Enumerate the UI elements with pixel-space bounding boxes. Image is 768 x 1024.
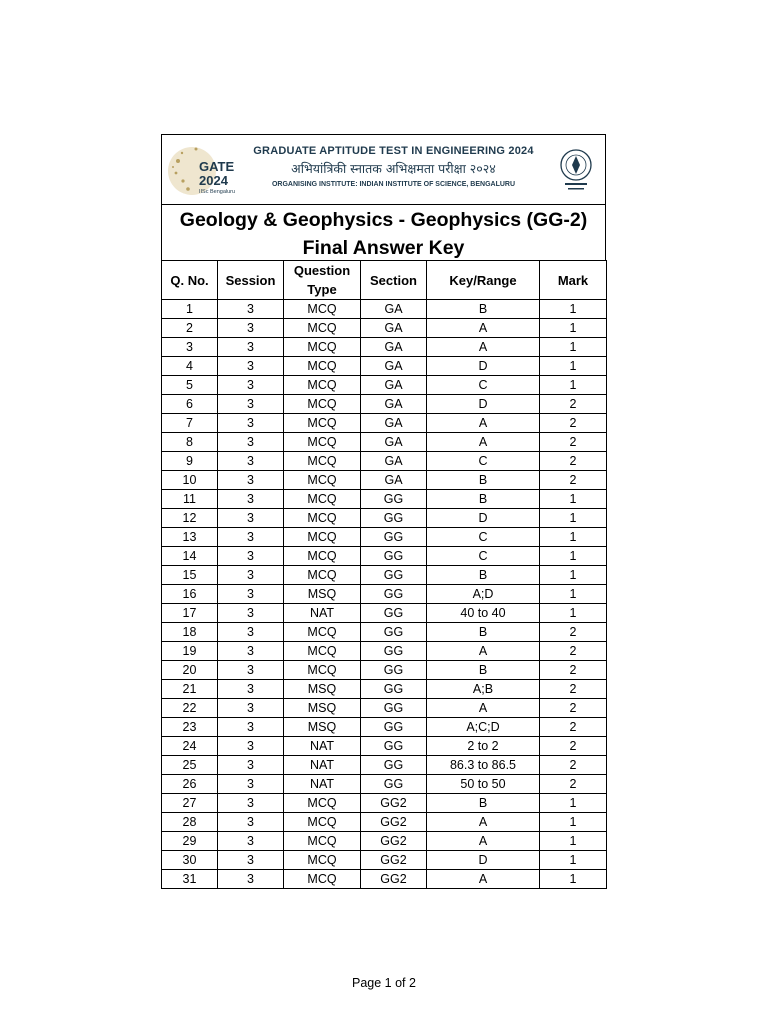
table-cell: GG [361, 775, 427, 794]
table-cell: 8 [162, 433, 218, 452]
table-row [162, 756, 607, 775]
table-cell: MCQ [284, 547, 361, 566]
table-cell: 3 [218, 661, 284, 680]
table-row [162, 357, 607, 376]
table-cell: MCQ [284, 490, 361, 509]
table-cell: 1 [540, 300, 607, 319]
answer-key-table [161, 260, 607, 889]
table-cell: 13 [162, 528, 218, 547]
table-cell: MCQ [284, 452, 361, 471]
table-row [162, 547, 607, 566]
table-cell: 14 [162, 547, 218, 566]
table-cell: 3 [218, 338, 284, 357]
table-cell: GA [361, 357, 427, 376]
table-row [162, 775, 607, 794]
table-cell: MSQ [284, 718, 361, 737]
table-row [162, 319, 607, 338]
table-cell: 2 to 2 [427, 737, 540, 756]
table-cell: 1 [540, 585, 607, 604]
table-row [162, 794, 607, 813]
svg-text:IISc Bengaluru: IISc Bengaluru [199, 189, 236, 195]
table-cell: A [427, 832, 540, 851]
table-cell: GG [361, 566, 427, 585]
column-header: Session [218, 261, 284, 300]
table-cell: MCQ [284, 566, 361, 585]
table-cell: GG2 [361, 870, 427, 889]
table-cell: GG [361, 699, 427, 718]
table-cell: MCQ [284, 870, 361, 889]
table-cell: 3 [218, 623, 284, 642]
table-cell: 3 [218, 452, 284, 471]
table-cell: GG [361, 680, 427, 699]
table-row [162, 832, 607, 851]
table-cell: 3 [218, 566, 284, 585]
table-cell: 3 [218, 509, 284, 528]
table-cell: NAT [284, 756, 361, 775]
table-cell: GA [361, 452, 427, 471]
table-cell: 22 [162, 699, 218, 718]
table-cell: 3 [218, 357, 284, 376]
table-cell: 1 [540, 490, 607, 509]
table-cell: 31 [162, 870, 218, 889]
table-cell: 86.3 to 86.5 [427, 756, 540, 775]
table-cell: MSQ [284, 699, 361, 718]
table-cell: 1 [540, 547, 607, 566]
table-cell: 3 [218, 813, 284, 832]
table-row [162, 604, 607, 623]
table-row [162, 661, 607, 680]
table-cell: GG [361, 528, 427, 547]
table-cell: 2 [540, 718, 607, 737]
table-cell: MCQ [284, 471, 361, 490]
table-cell: 3 [218, 547, 284, 566]
table-row [162, 680, 607, 699]
table-row [162, 642, 607, 661]
table-cell: 1 [540, 357, 607, 376]
table-row [162, 300, 607, 319]
table-row [162, 566, 607, 585]
table-cell: 15 [162, 566, 218, 585]
table-cell: 2 [540, 699, 607, 718]
table-cell: 2 [540, 737, 607, 756]
table-cell: 3 [218, 585, 284, 604]
table-cell: GG2 [361, 851, 427, 870]
table-cell: B [427, 471, 540, 490]
table-cell: 2 [540, 661, 607, 680]
header-title-english: GRADUATE APTITUDE TEST IN ENGINEERING 2024 [253, 145, 534, 157]
iisc-emblem-icon [553, 145, 599, 197]
table-cell: GA [361, 319, 427, 338]
table-cell: 2 [540, 452, 607, 471]
table-cell: 16 [162, 585, 218, 604]
table-cell: 5 [162, 376, 218, 395]
table-cell: A [427, 319, 540, 338]
table-cell: MCQ [284, 832, 361, 851]
table-cell: 30 [162, 851, 218, 870]
table-cell: 1 [540, 794, 607, 813]
table-cell: 3 [218, 718, 284, 737]
table-row [162, 851, 607, 870]
table-cell: GG [361, 490, 427, 509]
table-cell: MCQ [284, 661, 361, 680]
table-cell: 1 [540, 832, 607, 851]
table-cell: A [427, 699, 540, 718]
table-cell: GG [361, 756, 427, 775]
table-cell: 3 [218, 376, 284, 395]
table-cell: NAT [284, 604, 361, 623]
table-cell: 17 [162, 604, 218, 623]
svg-text:GATE: GATE [199, 159, 235, 174]
table-cell: 3 [218, 300, 284, 319]
table-row [162, 471, 607, 490]
table-cell: GA [361, 471, 427, 490]
table-cell: NAT [284, 775, 361, 794]
table-cell: 28 [162, 813, 218, 832]
table-cell: D [427, 357, 540, 376]
table-cell: A [427, 870, 540, 889]
table-cell: 3 [218, 680, 284, 699]
table-cell: 3 [218, 737, 284, 756]
table-cell: 1 [540, 566, 607, 585]
table-row [162, 433, 607, 452]
document-title [161, 204, 606, 260]
table-cell: MCQ [284, 300, 361, 319]
table-cell: MCQ [284, 319, 361, 338]
table-cell: 1 [162, 300, 218, 319]
table-cell: 12 [162, 509, 218, 528]
table-cell: 3 [218, 870, 284, 889]
table-cell: GG [361, 737, 427, 756]
table-cell: 19 [162, 642, 218, 661]
table-row [162, 813, 607, 832]
table-row [162, 452, 607, 471]
table-cell: C [427, 376, 540, 395]
table-cell: C [427, 547, 540, 566]
table-cell: 2 [540, 395, 607, 414]
table-cell: 40 to 40 [427, 604, 540, 623]
table-cell: B [427, 661, 540, 680]
table-cell: A [427, 414, 540, 433]
table-cell: MCQ [284, 851, 361, 870]
table-cell: B [427, 566, 540, 585]
table-cell: A;B [427, 680, 540, 699]
table-cell: MSQ [284, 680, 361, 699]
table-cell: A [427, 813, 540, 832]
table-row [162, 376, 607, 395]
table-cell: MCQ [284, 813, 361, 832]
table-row [162, 699, 607, 718]
table-cell: 3 [218, 775, 284, 794]
table-cell: GG2 [361, 794, 427, 813]
table-cell: 3 [218, 490, 284, 509]
table-cell: GG [361, 642, 427, 661]
table-cell: MSQ [284, 585, 361, 604]
gate-2024-logo [168, 141, 238, 199]
table-row [162, 395, 607, 414]
table-cell: GA [361, 376, 427, 395]
table-cell: 3 [218, 642, 284, 661]
table-cell: D [427, 395, 540, 414]
table-cell: MCQ [284, 509, 361, 528]
table-cell: GA [361, 433, 427, 452]
table-cell: 3 [218, 528, 284, 547]
table-cell: MCQ [284, 642, 361, 661]
table-cell: GG [361, 547, 427, 566]
table-cell: 9 [162, 452, 218, 471]
table-cell: D [427, 851, 540, 870]
organising-institute: ORGANISING INSTITUTE: INDIAN INSTITUTE OF SCIENCE, BENGALURU [271, 181, 516, 188]
table-cell: 3 [218, 832, 284, 851]
table-cell: 2 [540, 471, 607, 490]
table-cell: GA [361, 395, 427, 414]
table-cell: B [427, 623, 540, 642]
table-cell: 29 [162, 832, 218, 851]
table-cell: GG [361, 661, 427, 680]
table-cell: 1 [540, 528, 607, 547]
table-cell: MCQ [284, 433, 361, 452]
table-cell: NAT [284, 737, 361, 756]
table-cell: MCQ [284, 623, 361, 642]
table-row [162, 338, 607, 357]
table-cell: 3 [162, 338, 218, 357]
table-cell: MCQ [284, 794, 361, 813]
table-cell: B [427, 490, 540, 509]
table-cell: 2 [540, 756, 607, 775]
table-cell: 1 [540, 376, 607, 395]
table-row [162, 509, 607, 528]
table-cell: B [427, 300, 540, 319]
column-header: Q. No. [162, 261, 218, 300]
table-cell: 26 [162, 775, 218, 794]
column-header: Mark [540, 261, 607, 300]
header-title-hindi: अभियांत्रिकी स्नातक अभिक्षमता परीक्षा २०२४ [291, 161, 496, 176]
table-cell: GG2 [361, 832, 427, 851]
table-cell: 3 [218, 699, 284, 718]
table-cell: 3 [218, 756, 284, 775]
table-cell: 2 [540, 642, 607, 661]
table-cell: MCQ [284, 528, 361, 547]
answer-key-document [161, 134, 606, 889]
table-cell: GG [361, 718, 427, 737]
table-cell: GG2 [361, 813, 427, 832]
table-cell: 20 [162, 661, 218, 680]
table-cell: 3 [218, 414, 284, 433]
table-cell: 1 [540, 813, 607, 832]
table-cell: 2 [162, 319, 218, 338]
table-row [162, 490, 607, 509]
column-header: Section [361, 261, 427, 300]
table-cell: C [427, 452, 540, 471]
table-cell: 11 [162, 490, 218, 509]
table-cell: 4 [162, 357, 218, 376]
table-cell: 27 [162, 794, 218, 813]
table-cell: A;D [427, 585, 540, 604]
table-cell: MCQ [284, 376, 361, 395]
table-row [162, 737, 607, 756]
table-row [162, 623, 607, 642]
table-row [162, 528, 607, 547]
table-cell: GA [361, 414, 427, 433]
table-cell: 1 [540, 338, 607, 357]
table-cell: 50 to 50 [427, 775, 540, 794]
table-cell: B [427, 794, 540, 813]
table-cell: 2 [540, 623, 607, 642]
table-cell: GA [361, 338, 427, 357]
table-cell: 3 [218, 794, 284, 813]
table-cell: 1 [540, 509, 607, 528]
table-cell: A [427, 642, 540, 661]
table-cell: 3 [218, 604, 284, 623]
table-cell: 18 [162, 623, 218, 642]
table-cell: 3 [218, 395, 284, 414]
title-line-2: Final Answer Key [302, 237, 465, 259]
table-cell: 7 [162, 414, 218, 433]
svg-text:2024: 2024 [199, 173, 228, 188]
table-cell: GG [361, 585, 427, 604]
table-row [162, 870, 607, 889]
table-cell: 1 [540, 604, 607, 623]
table-cell: 1 [540, 851, 607, 870]
table-cell: MCQ [284, 414, 361, 433]
table-cell: 6 [162, 395, 218, 414]
table-cell: A [427, 433, 540, 452]
page-number: Page 1 of 2 [352, 976, 416, 990]
table-cell: GG [361, 604, 427, 623]
table-row [162, 718, 607, 737]
title-line-1: Geology & Geophysics - Geophysics (GG-2) [179, 209, 588, 231]
table-cell: 23 [162, 718, 218, 737]
table-cell: 1 [540, 870, 607, 889]
table-cell: 2 [540, 775, 607, 794]
table-cell: A [427, 338, 540, 357]
table-cell: 2 [540, 680, 607, 699]
table-header-row [162, 261, 607, 300]
table-cell: GG [361, 509, 427, 528]
table-cell: 10 [162, 471, 218, 490]
column-header: Key/Range [427, 261, 540, 300]
table-cell: D [427, 509, 540, 528]
column-header: Question Type [284, 261, 361, 300]
table-cell: C [427, 528, 540, 547]
table-cell: MCQ [284, 357, 361, 376]
table-cell: 3 [218, 433, 284, 452]
table-cell: 3 [218, 319, 284, 338]
table-cell: MCQ [284, 395, 361, 414]
table-cell: 2 [540, 414, 607, 433]
table-cell: 1 [540, 319, 607, 338]
table-cell: A;C;D [427, 718, 540, 737]
table-cell: 21 [162, 680, 218, 699]
gate-header [161, 134, 606, 204]
header-text [238, 145, 549, 188]
table-cell: 3 [218, 471, 284, 490]
table-row [162, 414, 607, 433]
table-row [162, 585, 607, 604]
table-cell: GA [361, 300, 427, 319]
table-cell: 2 [540, 433, 607, 452]
table-cell: 24 [162, 737, 218, 756]
table-cell: 3 [218, 851, 284, 870]
table-cell: GG [361, 623, 427, 642]
table-cell: MCQ [284, 338, 361, 357]
table-cell: 25 [162, 756, 218, 775]
